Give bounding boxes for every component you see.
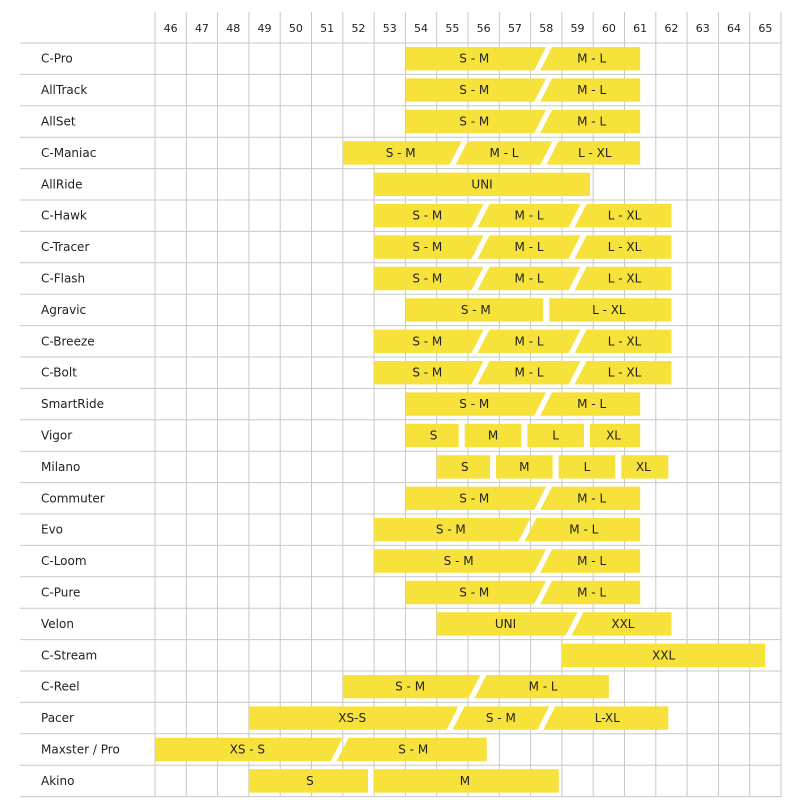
size-segment-label: XL bbox=[606, 428, 621, 443]
size-segment-label: UNI bbox=[471, 177, 493, 192]
size-segment-label: L - XL bbox=[607, 208, 642, 223]
size-segment-label: L - XL bbox=[577, 145, 612, 160]
row-label: C-Hawk bbox=[41, 208, 87, 223]
size-segment-label: S - M bbox=[412, 240, 443, 255]
size-segment-label: M - L bbox=[528, 679, 558, 694]
row-label: Velon bbox=[41, 616, 74, 631]
size-segment-label: S - M bbox=[459, 83, 490, 98]
column-header: 60 bbox=[601, 22, 616, 35]
column-header: 64 bbox=[727, 22, 742, 35]
size-segment-label: S - M bbox=[459, 585, 490, 600]
column-header: 47 bbox=[194, 22, 209, 35]
size-segment-label: XXL bbox=[652, 648, 676, 663]
size-segment-label: S - M bbox=[412, 365, 443, 380]
size-segment-label: S bbox=[461, 459, 469, 474]
column-header: 59 bbox=[570, 22, 585, 35]
row-label: AllTrack bbox=[41, 83, 88, 98]
size-segment-label: M - L bbox=[577, 585, 607, 600]
row-label: Commuter bbox=[41, 491, 105, 506]
column-header: 54 bbox=[414, 22, 429, 35]
size-segment-label: S - M bbox=[459, 51, 490, 66]
size-segment-label: L - XL bbox=[607, 240, 642, 255]
size-segment-label: S - M bbox=[398, 742, 429, 757]
size-segment-label: S - M bbox=[485, 711, 516, 726]
size-segment-label: M - L bbox=[577, 114, 607, 129]
size-segment-label: S - M bbox=[395, 679, 426, 694]
row-label: C-Loom bbox=[41, 554, 87, 569]
row-label: C-Maniac bbox=[41, 145, 97, 160]
column-header: 65 bbox=[758, 22, 773, 35]
size-segment-label: L - XL bbox=[592, 302, 626, 317]
row-label: SmartRide bbox=[41, 397, 104, 412]
column-header: 63 bbox=[695, 22, 710, 35]
row-label: Evo bbox=[41, 522, 64, 537]
size-segment-label: M - L bbox=[489, 145, 519, 160]
size-segment-label: M - L bbox=[514, 208, 544, 223]
size-segment-label: M - L bbox=[577, 554, 607, 569]
size-segment-label: M bbox=[487, 428, 499, 443]
size-segment-label: L - XL bbox=[607, 365, 642, 380]
size-segment-label: L - XL bbox=[607, 271, 642, 286]
size-segment-label: M - L bbox=[577, 491, 607, 506]
size-segment-label: S - M bbox=[460, 302, 491, 317]
row-label: C-Reel bbox=[41, 679, 80, 694]
column-header: 56 bbox=[476, 22, 491, 35]
size-segment-label: M bbox=[459, 773, 471, 788]
row-label: Vigor bbox=[41, 428, 73, 443]
size-segment-label: XS - S bbox=[229, 742, 266, 757]
row-label: Pacer bbox=[41, 711, 74, 726]
row-label: Akino bbox=[41, 773, 75, 788]
size-segment-label: S bbox=[306, 773, 314, 788]
size-segment-label: S - M bbox=[412, 208, 443, 223]
column-header: 50 bbox=[288, 22, 303, 35]
column-header: 48 bbox=[226, 22, 241, 35]
size-segment-label: S - M bbox=[435, 522, 466, 537]
size-segment-label: S - M bbox=[459, 397, 490, 412]
size-segment-label: S - M bbox=[412, 271, 443, 286]
size-segment-label: L bbox=[552, 428, 559, 443]
size-segment-label: L bbox=[583, 459, 591, 474]
size-segment-label: M - L bbox=[577, 51, 607, 66]
column-header: 46 bbox=[163, 22, 178, 35]
size-segment-label: M - L bbox=[577, 397, 607, 412]
size-segment-label: S - M bbox=[443, 554, 474, 569]
size-segment-label: M - L bbox=[514, 365, 544, 380]
size-segment-label: M - L bbox=[514, 240, 544, 255]
row-label: C-Bolt bbox=[41, 365, 77, 380]
size-segment-label: S - M bbox=[412, 334, 443, 349]
row-label: Maxster / Pro bbox=[41, 742, 120, 757]
column-header: 53 bbox=[382, 22, 397, 35]
size-segment-label: XS-S bbox=[338, 711, 367, 726]
row-label: C-Breeze bbox=[41, 334, 95, 349]
size-segment-label: S - M bbox=[385, 145, 416, 160]
row-label: C-Pro bbox=[41, 51, 73, 66]
size-segment-label: L - XL bbox=[607, 334, 642, 349]
column-header: 62 bbox=[664, 22, 679, 35]
size-segment-label: M - L bbox=[514, 334, 544, 349]
size-segment-label: M - L bbox=[577, 83, 607, 98]
size-segment-label: M - L bbox=[514, 271, 544, 286]
row-label: Milano bbox=[41, 459, 81, 474]
size-segment-label: M - L bbox=[569, 522, 599, 537]
size-segment-label: S - M bbox=[459, 491, 490, 506]
row-label: C-Tracer bbox=[41, 240, 90, 255]
row-label: C-Flash bbox=[41, 271, 86, 286]
size-segment-label: XXL bbox=[611, 616, 635, 631]
row-label: Agravic bbox=[41, 302, 87, 317]
column-header: 49 bbox=[257, 22, 272, 35]
column-header: 55 bbox=[445, 22, 460, 35]
row-label: AllRide bbox=[41, 177, 83, 192]
row-label: AllSet bbox=[41, 114, 76, 129]
size-segment-label: L-XL bbox=[594, 711, 620, 726]
size-segment-label: UNI bbox=[494, 616, 517, 631]
row-label: C-Stream bbox=[41, 648, 98, 663]
size-segment-label: XL bbox=[635, 459, 651, 474]
size-segment-label: S bbox=[429, 428, 438, 443]
column-header: 61 bbox=[633, 22, 648, 35]
column-header: 51 bbox=[320, 22, 335, 35]
column-header: 57 bbox=[507, 22, 522, 35]
row-label: C-Pure bbox=[41, 585, 81, 600]
column-header: 58 bbox=[539, 22, 554, 35]
column-header: 52 bbox=[351, 22, 366, 35]
size-segment-label: M bbox=[519, 459, 530, 474]
size-segment-label: S - M bbox=[459, 114, 490, 129]
